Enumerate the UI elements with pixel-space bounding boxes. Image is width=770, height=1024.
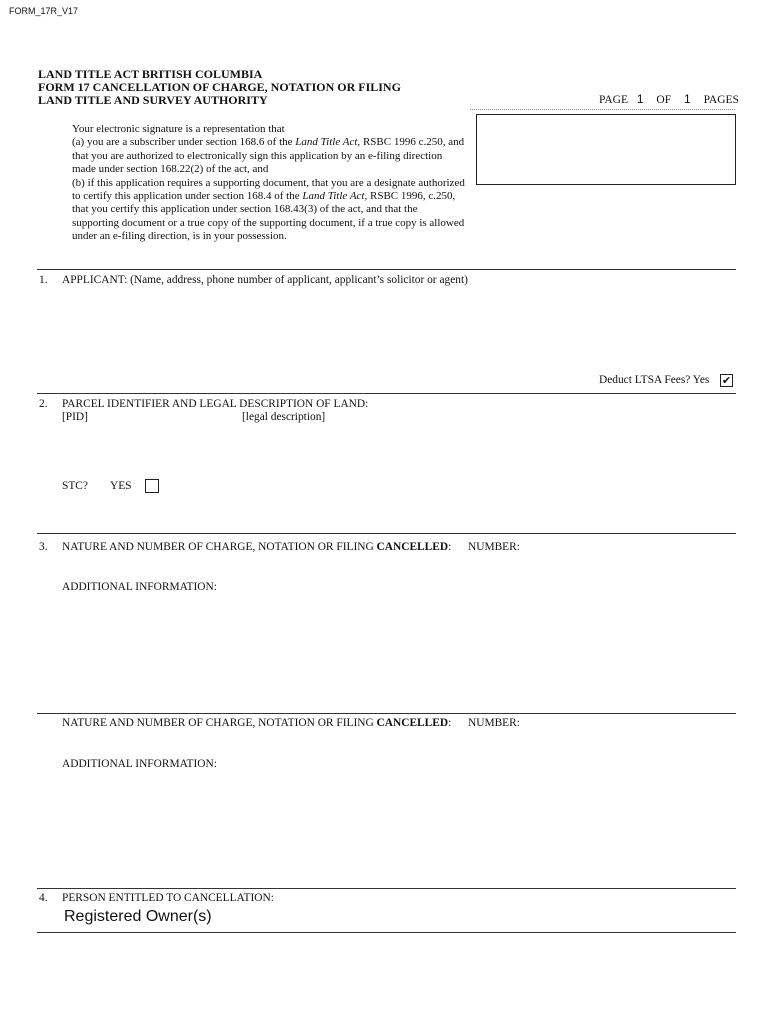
divider: [37, 713, 736, 714]
number-label: NUMBER:: [468, 541, 520, 553]
page-indicator: [599, 92, 739, 106]
divider: [37, 932, 736, 933]
header-line-2: FORM 17 CANCELLATION OF CHARGE, NOTATION OR FILING: [38, 80, 401, 94]
deduct-fees-label: Deduct LTSA Fees? Yes: [599, 374, 710, 386]
signature-intro: Your electronic signature is a representation that: [72, 123, 285, 135]
page-number: 1: [636, 92, 644, 106]
divider: [37, 393, 736, 394]
electronic-signature-box[interactable]: [476, 114, 736, 185]
additional-info-field[interactable]: [62, 598, 732, 706]
signature-declaration: [72, 123, 467, 244]
pages-label: PAGES: [703, 94, 739, 106]
additional-info-label: ADDITIONAL INFORMATION:: [62, 581, 217, 593]
divider: [37, 888, 736, 889]
parcel-label: PARCEL IDENTIFIER AND LEGAL DESCRIPTION OF LAND:: [62, 398, 369, 410]
signature-clause-b: (b) if this application requires a supporting document, that you are a designate authorized to certify this application under section 168.4 of the Land Title Act, RSBC 1996, c.250, that you certify this application under section 168.43(3) of the act, and that the supporting document or a true copy of the supporting document, if a true copy is allowed under an e-filing direction, is in your possession.: [72, 176, 465, 243]
section-2-number: 2.: [39, 398, 48, 410]
of-label: OF: [656, 94, 672, 106]
signature-clause-a: (a) you are a subscriber under section 168.6 of the Land Title Act, RSBC 1996 c.250, and that you are authorized to electronically sign this application by an e-filing direction made under section 168.22(2) of the act, and: [72, 136, 465, 176]
total-pages: 1: [684, 92, 691, 106]
page-label: PAGE: [599, 94, 628, 106]
number-label-2: NUMBER:: [468, 717, 520, 729]
additional-info-field-2[interactable]: [62, 775, 732, 880]
form-code: FORM_17R_V17: [9, 6, 79, 16]
person-entitled-field[interactable]: Registered Owner(s): [64, 908, 212, 925]
applicant-label: APPLICANT: (Name, address, phone number of applicant, applicant’s solicitor or agent): [62, 274, 468, 286]
person-entitled-label: PERSON ENTITLED TO CANCELLATION:: [62, 892, 274, 904]
divider: [37, 269, 736, 270]
deduct-fees-checkbox[interactable]: ✔: [721, 374, 732, 387]
nature-label-2: NATURE AND NUMBER OF CHARGE, NOTATION OR FILING CANCELLED:: [62, 717, 452, 729]
nature-label: NATURE AND NUMBER OF CHARGE, NOTATION OR FILING CANCELLED:: [62, 541, 452, 553]
stc-yes-label: YES: [110, 480, 132, 492]
legal-description-field[interactable]: [legal description]: [242, 411, 326, 423]
stc-label: STC?: [62, 480, 88, 492]
header-line-3: LAND TITLE AND SURVEY AUTHORITY: [38, 93, 268, 107]
section-3-number: 3.: [39, 541, 48, 553]
section-1-number: 1.: [39, 274, 48, 286]
additional-info-label-2: ADDITIONAL INFORMATION:: [62, 758, 217, 770]
header-dotted-rule: [470, 109, 735, 110]
header-line-1: LAND TITLE ACT BRITISH COLUMBIA: [38, 67, 263, 81]
divider: [37, 533, 736, 534]
stc-checkbox[interactable]: [145, 479, 159, 493]
section-4-number: 4.: [39, 892, 48, 904]
pid-field[interactable]: [PID]: [62, 411, 88, 423]
applicant-field[interactable]: [62, 292, 732, 362]
